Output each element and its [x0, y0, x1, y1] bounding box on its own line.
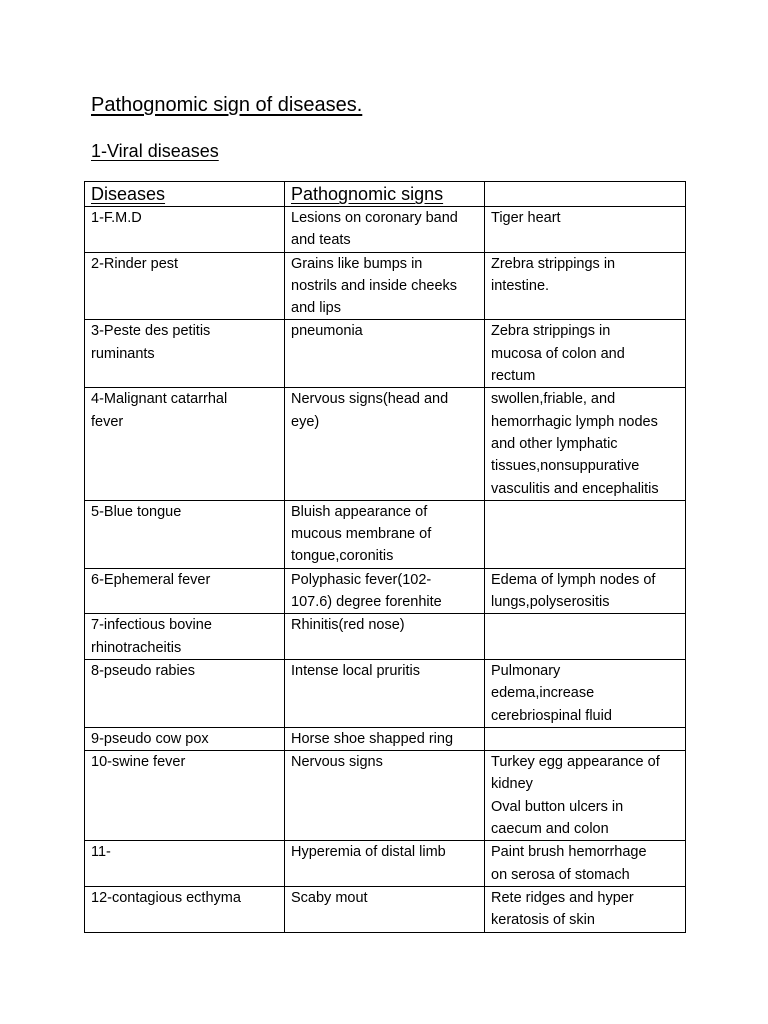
- cell-text: tongue,coronitis: [291, 548, 394, 565]
- signs-cell: [285, 500, 485, 568]
- cell-text: 3-Peste des petitis: [91, 323, 211, 340]
- cell-text: 9-pseudo cow pox: [91, 730, 209, 747]
- cell-text: Tiger heart: [491, 210, 561, 226]
- cell-text: Polyphasic fever(102-: [291, 571, 432, 588]
- cell-text: 4-Malignant catarrhal: [91, 391, 228, 408]
- cell-text: Pulmonary: [491, 662, 561, 679]
- signs-cell: [285, 568, 485, 614]
- section-title: 1-Viral diseases: [91, 141, 219, 161]
- extra-cell: [485, 568, 686, 614]
- table-body: [85, 207, 686, 933]
- cell-text: 10-swine fever: [91, 754, 186, 771]
- extra-cell: [485, 841, 686, 887]
- signs-cell: [285, 727, 485, 750]
- cell-text: and other lymphatic: [491, 435, 618, 452]
- extra-cell: [485, 207, 686, 253]
- cell-text: lungs,polyserositis: [491, 594, 610, 611]
- extra-cell: [485, 320, 686, 388]
- cell-text: Nervous signs(head and: [291, 391, 449, 408]
- extra-cell: [485, 727, 686, 750]
- disease-cell: [85, 886, 285, 932]
- signs-cell: [285, 841, 485, 887]
- table-row: [85, 659, 686, 727]
- disease-cell: [85, 614, 285, 660]
- cell-text: caecum and colon: [491, 821, 609, 838]
- cell-text: vasculitis and encephalitis: [491, 480, 659, 497]
- table-row: [85, 568, 686, 614]
- cell-text: 11-: [91, 844, 111, 861]
- signs-cell: [285, 659, 485, 727]
- signs-cell: [285, 614, 485, 660]
- signs-cell: [285, 252, 485, 320]
- signs-cell: [285, 388, 485, 500]
- disease-cell: [85, 659, 285, 727]
- cell-text: 1-F.M.D: [91, 210, 142, 226]
- disease-cell: [85, 388, 285, 500]
- disease-cell: [85, 841, 285, 887]
- cell-text: 2-Rinder pest: [91, 255, 179, 272]
- cell-text: 7-infectious bovine: [91, 617, 212, 634]
- signs-cell: [285, 751, 485, 841]
- signs-cell: [285, 207, 485, 253]
- cell-text: mucous membrane of: [291, 526, 432, 543]
- disease-cell: [85, 500, 285, 568]
- cell-text: fever: [91, 413, 124, 430]
- cell-text: and lips: [291, 300, 341, 317]
- cell-text: Hyperemia of distal limb: [291, 844, 446, 861]
- extra-cell: [485, 751, 686, 841]
- cell-text: Zebra strippings in: [491, 323, 611, 340]
- cell-text: kidney: [491, 776, 533, 793]
- cell-text: on serosa of stomach: [491, 866, 630, 883]
- extra-cell: [485, 500, 686, 568]
- cell-text: 8-pseudo rabies: [91, 662, 195, 679]
- cell-text: 107.6) degree forenhite: [291, 594, 442, 611]
- disease-cell: [85, 207, 285, 253]
- cell-text: Oval button ulcers in: [491, 798, 624, 815]
- cell-text: Bluish appearance of: [291, 503, 428, 520]
- cell-text: keratosis of skin: [491, 912, 595, 929]
- table-row: [85, 207, 686, 253]
- cell-text: Turkey egg appearance of: [491, 754, 660, 771]
- cell-text: rectum: [491, 368, 536, 385]
- cell-text: tissues,nonsuppurative: [491, 458, 640, 475]
- table-row: [85, 614, 686, 660]
- cell-text: mucosa of colon and: [491, 345, 625, 362]
- cell-text: Intense local pruritis: [291, 662, 420, 679]
- extra-cell: [485, 659, 686, 727]
- table-row: [85, 500, 686, 568]
- table-row: [85, 320, 686, 388]
- cell-text: Lesions on coronary band: [291, 210, 458, 226]
- cell-text: 6-Ephemeral fever: [91, 571, 211, 588]
- disease-cell: [85, 252, 285, 320]
- table-row: [85, 252, 686, 320]
- diseases-table: [84, 181, 686, 933]
- table-row: [85, 727, 686, 750]
- table-row: [85, 886, 686, 932]
- header-diseases: Diseases: [85, 182, 285, 207]
- disease-cell: [85, 727, 285, 750]
- signs-cell: [285, 320, 485, 388]
- cell-text: eye): [291, 413, 320, 430]
- cell-text: Rete ridges and hyper: [491, 889, 634, 906]
- signs-cell: [285, 886, 485, 932]
- cell-text: ruminants: [91, 345, 155, 362]
- cell-text: Rhinitis(red nose): [291, 617, 405, 634]
- cell-text: Horse shoe shapped ring: [291, 730, 454, 747]
- extra-cell: [485, 614, 686, 660]
- table-row: [85, 388, 686, 500]
- cell-text: hemorrhagic lymph nodes: [491, 413, 658, 430]
- table-header-row: [85, 182, 686, 207]
- disease-cell: [85, 751, 285, 841]
- table-row: [85, 841, 686, 887]
- extra-cell: [485, 886, 686, 932]
- header-pathognomic-signs: Pathognomic signs: [285, 182, 485, 207]
- cell-text: edema,increase: [491, 685, 595, 702]
- cell-text: nostrils and inside cheeks: [291, 277, 458, 294]
- page-title: Pathognomic sign of diseases.: [91, 94, 363, 116]
- cell-text: Edema of lymph nodes of: [491, 571, 656, 588]
- cell-text: intestine.: [491, 277, 550, 294]
- cell-text: cerebriospinal fluid: [491, 707, 612, 724]
- cell-text: and teats: [291, 232, 351, 249]
- disease-cell: [85, 320, 285, 388]
- table-row: [85, 751, 686, 841]
- cell-text: Grains like bumps in: [291, 255, 423, 272]
- cell-text: Paint brush hemorrhage: [491, 844, 647, 861]
- cell-text: Zrebra strippings in: [491, 255, 616, 272]
- cell-text: 5-Blue tongue: [91, 503, 182, 520]
- cell-text: swollen,friable, and: [491, 391, 616, 408]
- disease-cell: [85, 568, 285, 614]
- cell-text: pneumonia: [291, 323, 363, 340]
- extra-cell: [485, 252, 686, 320]
- cell-text: Nervous signs: [291, 754, 383, 771]
- cell-text: 12-contagious ecthyma: [91, 889, 241, 906]
- cell-text: Scaby mout: [291, 889, 368, 906]
- extra-cell: [485, 388, 686, 500]
- header-extra: [485, 182, 686, 207]
- cell-text: rhinotracheitis: [91, 639, 182, 656]
